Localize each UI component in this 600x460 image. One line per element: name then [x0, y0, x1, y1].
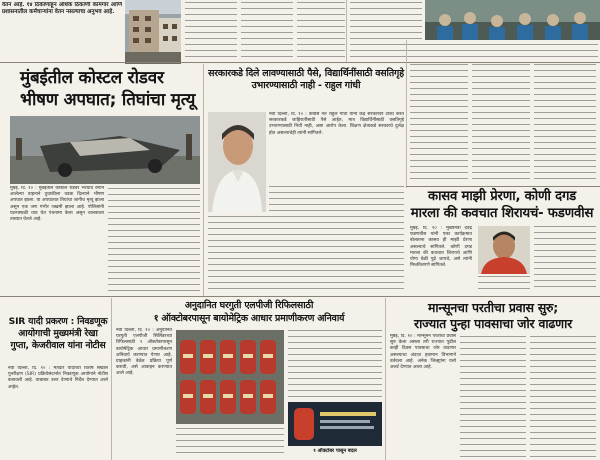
monsoon-body-continued	[530, 336, 596, 458]
gandhi-body-continued	[208, 216, 404, 294]
gandhi-body: नवी दिल्ली, दि. १० : काँग्रेस नेते राहुल गांधी यांनी केंद्र सरकारवर टीका करत सरकारकडे जाहिरातींसाठी पैसे आहेत, मात्र विद्यार्थिनींसाठी वसतिगृहे उभारण्यासाठी निधी नाही, असा आरोप केला. शिक्षण क्षेत्राकडे सरकारचे दुर्लक्ष होत असल्याचेही त्यांनी सांगितले.	[269, 112, 404, 136]
fadnavis-body-continued	[534, 226, 596, 292]
lpg-body: नवी दिल्ली, दि. १० : अनुदानित घरगुती एलपीजी सिलिंडरच्या रिफिलसाठी १ ऑक्टोबरपासून बायोमेट्रिक आधार प्रमाणीकरण अनिवार्य करण्यात येणार आहे. ग्राहकांनी वेळेत प्रक्रिया पूर्ण करावी, असे आवाहन करण्यात आले आहे.	[116, 328, 172, 377]
top-column-text	[241, 2, 293, 58]
fadnavis-headline-line1: कासव माझी प्रेरणा, कोणी दगड	[427, 189, 577, 204]
lpg-caption: १ ऑक्टोबर पासून बदल	[313, 448, 357, 454]
right-column-text	[410, 64, 468, 184]
monsoon-headline-line2: राज्यात पुन्हा पावसाचा जोर वाढणार	[414, 316, 572, 331]
accident-headline-line1: मुंबईतील कोस्टल रोडवर	[20, 68, 164, 88]
top-column-text	[350, 2, 422, 44]
top-left-lead: वेतन आहे. १४ ठिकाणांहून अधिक ठिकाणी कामगार आणि प्रशासनातील कर्मचाऱ्यांना वेतन नसल्याचा अनुभव आहे.	[2, 2, 122, 16]
monsoon-headline-line1: मान्सूनचा परतीचा प्रवास सुरु;	[428, 300, 558, 315]
lpg-body-continued	[176, 428, 284, 458]
sir-headline: SIR यादी प्रकरण : निवडणूक आयोगाची मुख्यमंत्री रेखा गुप्ता, केजरीवाल यांना नोटीस	[8, 316, 108, 351]
accident-body: मुंबई, दि. १० : मुंबईतील कोस्टल रोडवर भरधाव वेगाने आलेल्या वाहनाने दुचाकीला धडक दिल्याने भीषण अपघात झाला. या अपघातात तिघांचा जागीच मृत्यू झाला असून एक जण गंभीर जखमी झाला आहे. पोलिसांनी घटनास्थळी धाव घेत पंचनामा केला असून चालकाला ताब्यात घेतले आहे.	[10, 186, 104, 223]
gandhi-body-continued	[269, 186, 404, 214]
accident-photo	[10, 116, 200, 184]
accident-body-continued	[108, 188, 200, 292]
gandhi-photo	[208, 112, 266, 212]
accident-headline-line2: भीषण अपघात; तिघांचा मृत्यू	[20, 90, 196, 110]
right-column-text	[534, 64, 596, 184]
top-column-text	[185, 2, 237, 58]
top-right-text	[350, 44, 598, 58]
monsoon-body: मुंबई, दि. १० : मान्सूनने परतीचा प्रवास सुरु केला असला तरी राज्यात पुढील काही दिवस पावसाचा जोर वाढणार असल्याचा अंदाज हवामान विभागाने वर्तवला आहे. अनेक जिल्ह्यांना यलो अलर्ट देण्यात आला आहे.	[390, 334, 456, 371]
gandhi-headline: सरकारकडे दिले लावण्यासाठी पैसे, विद्यार्थिनींसाठी वसतिगृहे उभारण्यासाठी नाही - राहुल गांधी	[208, 68, 404, 91]
fadnavis-headline-line2: मारला की कवचात शिरायचं- फडणवीस	[410, 206, 594, 221]
lpg-headline-line2: १ ऑक्टोबरपासून बायोमेट्रिक आधार प्रमाणीकरण अनिवार्य	[153, 313, 345, 324]
top-right-photo	[425, 0, 600, 40]
right-column-text	[472, 64, 530, 184]
lpg-infographic	[288, 402, 382, 446]
lpg-headline-line1: अनुदानित घरगुती एलपीजी रिफिलसाठी	[184, 300, 314, 311]
lpg-cylinders-photo	[176, 330, 284, 424]
top-column-text	[297, 2, 345, 58]
fadnavis-photo	[478, 226, 530, 274]
building-photo	[125, 0, 181, 64]
sir-body: नवी दिल्ली, दि. १० : मतदार यादीच्या विशेष सखोल पुनरीक्षण (SIR) प्रक्रियेसंदर्भात निवडणूक आयोगाने नोटीस बजावली आहे. याबाबत उत्तर देण्याचे निर्देश देण्यात आले आहेत.	[8, 366, 108, 390]
fadnavis-body-continued	[478, 276, 530, 292]
fadnavis-body: मुंबई, दि. १० : मुख्यमंत्री देवेंद्र फडणवीस यांनी एका कार्यक्रमात बोलताना कासव ही माझी प्रेरणा असल्याचे सांगितले. कोणी दगड मारला की कवचात शिरायचे आणि योग्य वेळी पुढे जायचे, असे त्यांनी मिश्कीलपणे सांगितले.	[410, 226, 472, 269]
lpg-body-continued	[288, 330, 382, 400]
monsoon-body-continued	[460, 336, 526, 458]
